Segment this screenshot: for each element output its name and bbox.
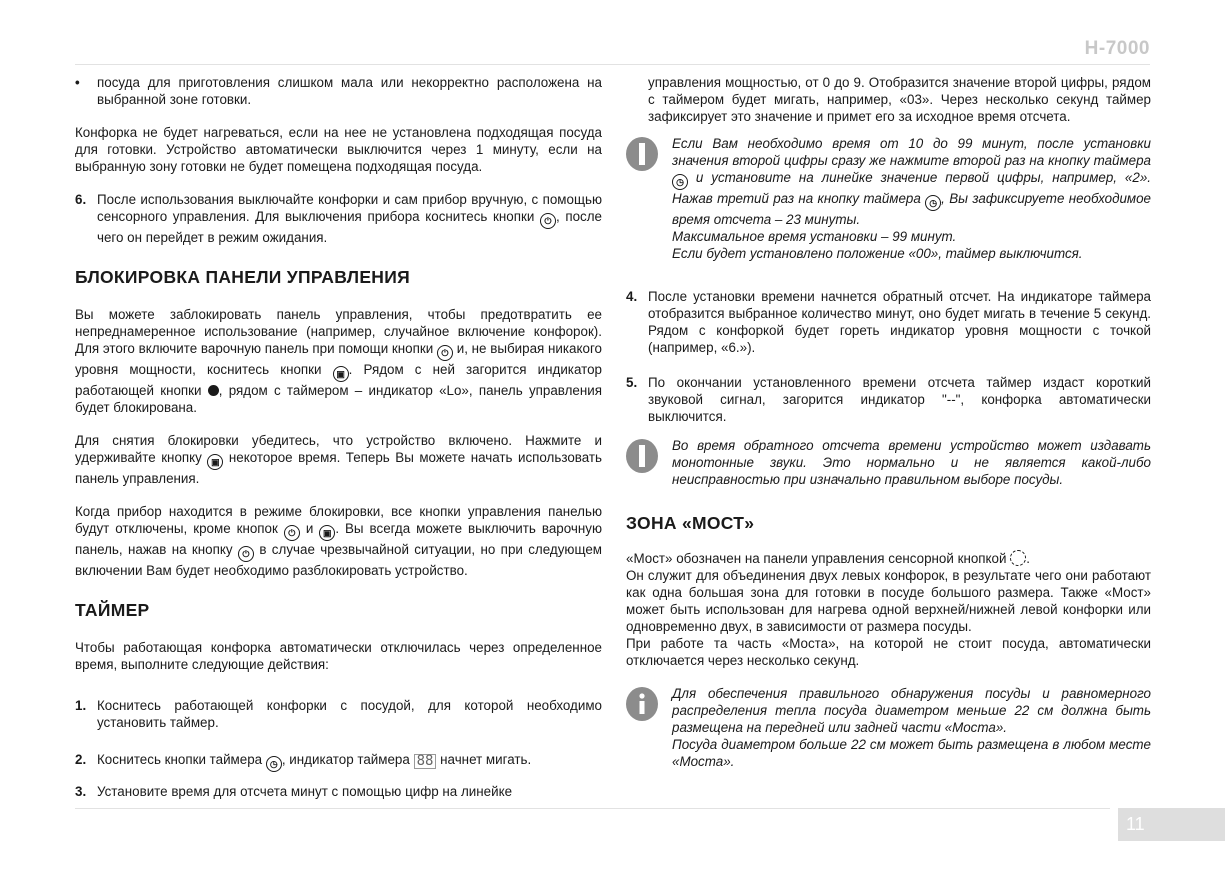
bridge-paragraph-1 bbox=[626, 550, 1151, 567]
step-6-text-a: После использования выключайте конфорки и сам прибор вручную, с помощью сенсорного управления. Для выключения прибора коснитесь кнопки bbox=[97, 192, 602, 224]
lock-icon: ▣ bbox=[319, 525, 335, 541]
timer-icon: ◷ bbox=[266, 756, 282, 772]
power-icon: ⏻ bbox=[540, 213, 556, 229]
lock-p3-c: . Вы всегда можете выключить варочную панель, нажав на кнопку bbox=[75, 521, 602, 557]
lock-p3-a: Когда прибор находится в режиме блокировки, все кнопки управления панелью будут отключены, кроме кнопок bbox=[75, 504, 602, 536]
step-2-text-b: , индикатор таймера bbox=[281, 752, 410, 767]
model-title: H-7000 bbox=[1084, 38, 1150, 59]
step-1 bbox=[75, 697, 602, 731]
page-number: 11 bbox=[1126, 814, 1145, 834]
step-5-text: По окончании установленного времени отсчета таймер издаст короткий звуковой сигнал, загорится индикатор "--", конфорка автоматически выключится. bbox=[648, 375, 1151, 424]
step-1-number: 1. bbox=[75, 698, 87, 713]
step-4-number: 4. bbox=[626, 289, 638, 304]
note-3 bbox=[626, 685, 1151, 770]
lock-p2-a: Для снятия блокировки убедитесь, что устройство включено. Нажмите и удерживайте кнопку bbox=[75, 433, 602, 465]
power-icon: ⏻ bbox=[284, 525, 300, 541]
info-icon bbox=[626, 685, 672, 770]
left-column bbox=[75, 74, 602, 800]
power-icon: ⏻ bbox=[437, 345, 453, 361]
heading-lock: БЛОКИРОВКА ПАНЕЛИ УПРАВЛЕНИЯ bbox=[75, 267, 410, 287]
step-5 bbox=[626, 374, 1151, 425]
bullet-item bbox=[75, 74, 602, 108]
heading-timer: ТАЙМЕР bbox=[75, 600, 150, 620]
step-3-text: Установите время для отсчета минут с помощью цифр на линейке bbox=[97, 784, 513, 799]
lock-p2-b: некоторое время. Теперь Вы можете начать использовать панель управления. bbox=[75, 450, 602, 486]
step-2-text-c: начнет мигать. bbox=[440, 752, 532, 767]
note-3-text-b: Посуда диаметром больше 22 см может быть размещена в любом месте «Моста». bbox=[672, 737, 1151, 769]
lock-p1-c: . Рядом с ней загорится индикатор работающей кнопки bbox=[75, 362, 602, 398]
timer-intro: Чтобы работающая конфорка автоматически отключилась через определенное время, выполните следующие действия: bbox=[75, 640, 602, 672]
note-1-zero: Если будет установлено положение «00», таймер выключится. bbox=[672, 246, 1083, 261]
step-6 bbox=[75, 191, 602, 246]
note-1-max-time: Максимальное время установки – 99 минут. bbox=[672, 229, 957, 244]
step-5-number: 5. bbox=[626, 375, 638, 390]
page-number-box bbox=[1118, 808, 1225, 841]
timer-icon: ◷ bbox=[672, 174, 688, 190]
warning-icon bbox=[626, 437, 672, 488]
lock-icon: ▣ bbox=[207, 454, 223, 470]
note-1-c: , Вы зафиксируете необходимое время отсчета – 23 минуты. bbox=[672, 191, 1151, 227]
step-3-number: 3. bbox=[75, 784, 87, 799]
bullet-marker: • bbox=[75, 75, 80, 90]
bullet-text: посуда для приготовления слишком мала или некорректно расположена на выбранной зоне готовки. bbox=[97, 75, 602, 107]
step-2-text-a: Коснитесь кнопки таймера bbox=[97, 752, 263, 767]
note-1-text bbox=[672, 135, 1151, 228]
lock-paragraph-3 bbox=[75, 503, 602, 579]
bridge-p1-a: «Мост» обозначен на панели управления сенсорной кнопкой bbox=[626, 551, 1007, 566]
lock-p1-d: , рядом с таймером – индикатор «Lo», панель управления будет блокирована. bbox=[75, 383, 602, 415]
step-1-text: Коснитесь работающей конфорки с посудой, для которой необходимо установить таймер. bbox=[97, 698, 602, 730]
timer-icon: ◷ bbox=[925, 195, 941, 211]
lock-paragraph-1 bbox=[75, 306, 602, 416]
lock-p1-b: и, не выбирая никакого уровня мощности, коснитесь кнопки bbox=[75, 341, 602, 377]
right-column bbox=[626, 74, 1151, 770]
step-4-text: После установки времени начнется обратный отсчет. На индикаторе таймера отобразится выбранное количество минут, оно будет мигать в течение 5 секунд. Рядом с конфоркой будет гореть индикатор уровня мощности с точкой (например, «6.»). bbox=[648, 289, 1151, 355]
bridge-paragraph-2: Он служит для объединения двух левых конфорок, в результате чего они работают как одна большая зона для готовки в посуде большого размера. Также «Мост» может быть использован для нагрева одной верхней/нижней левой конфорки или одновременно двух, в зависимости от размера посуды. bbox=[626, 568, 1151, 634]
step-4 bbox=[626, 288, 1151, 356]
note-2 bbox=[626, 437, 1151, 488]
lock-p3-d: в случае чрезвычайной ситуации, но при следующем включении Вам будет необходимо разблокировать устройство. bbox=[75, 542, 602, 578]
step-6-text-b: , после чего он перейдет в режим ожидания. bbox=[97, 209, 602, 245]
note-2-text: Во время обратного отсчета времени устройство может издавать монотонные звуки. Это нормально и не является какой-либо неисправностью при изначально правильном выборе посуды. bbox=[672, 438, 1151, 487]
heading-bridge: ЗОНА «МОСТ» bbox=[626, 513, 755, 533]
bridge-p1-b: . bbox=[1026, 551, 1030, 566]
power-icon: ⏻ bbox=[238, 546, 254, 562]
lock-icon: ▣ bbox=[333, 366, 349, 382]
step-3 bbox=[75, 783, 602, 800]
step-6-number: 6. bbox=[75, 192, 87, 207]
warning-icon bbox=[626, 135, 672, 262]
bridge-paragraph-3: При работе та часть «Моста», на которой не стоит посуда, автоматически отключается через несколько секунд. bbox=[626, 636, 1151, 668]
indicator-dot-icon bbox=[208, 385, 219, 396]
step-2 bbox=[75, 751, 602, 772]
step-3-continued: управления мощностью, от 0 до 9. Отобразится значение второй цифры, рядом с таймером будет мигать, например, «03». Через несколько секунд таймер зафиксирует это значение и примет его за исходное время отсчета. bbox=[648, 75, 1151, 124]
step-2-number: 2. bbox=[75, 752, 87, 767]
note-1-a: Если Вам необходимо время от 10 до 99 минут, после установки значения второй цифры сразу же нажмите второй раз на кнопку таймера bbox=[672, 136, 1151, 168]
header-divider bbox=[75, 64, 1150, 65]
bridge-icon bbox=[1010, 550, 1026, 566]
lock-p3-b: и bbox=[305, 521, 314, 536]
note-1 bbox=[626, 135, 1151, 262]
lock-paragraph-2 bbox=[75, 432, 602, 487]
no-heat-paragraph: Конфорка не будет нагреваться, если на нее не установлена подходящая посуда для готовки. Устройство автоматически выключится через 1 минуту, если на выбранную зону готовки не будет помещена подходящая посуда. bbox=[75, 125, 602, 174]
lock-p1-a: Вы можете заблокировать панель управления, чтобы предотвратить ее непреднамеренное использование (например, случайное включение конфорок). Для этого включите варочную панель при помощи кнопки bbox=[75, 307, 602, 356]
note-1-b: и установите на линейке значение первой цифры, например, «2». Нажав третий раз на кнопку таймера bbox=[672, 170, 1151, 206]
segment-display-icon: 88 bbox=[414, 754, 437, 769]
footer-divider bbox=[75, 808, 1110, 809]
note-3-text-a: Для обеспечения правильного обнаружения посуды и равномерного распределения тепла посуда диаметром меньше 22 см должна быть размещена на передней или задней части «Моста». bbox=[672, 686, 1151, 735]
